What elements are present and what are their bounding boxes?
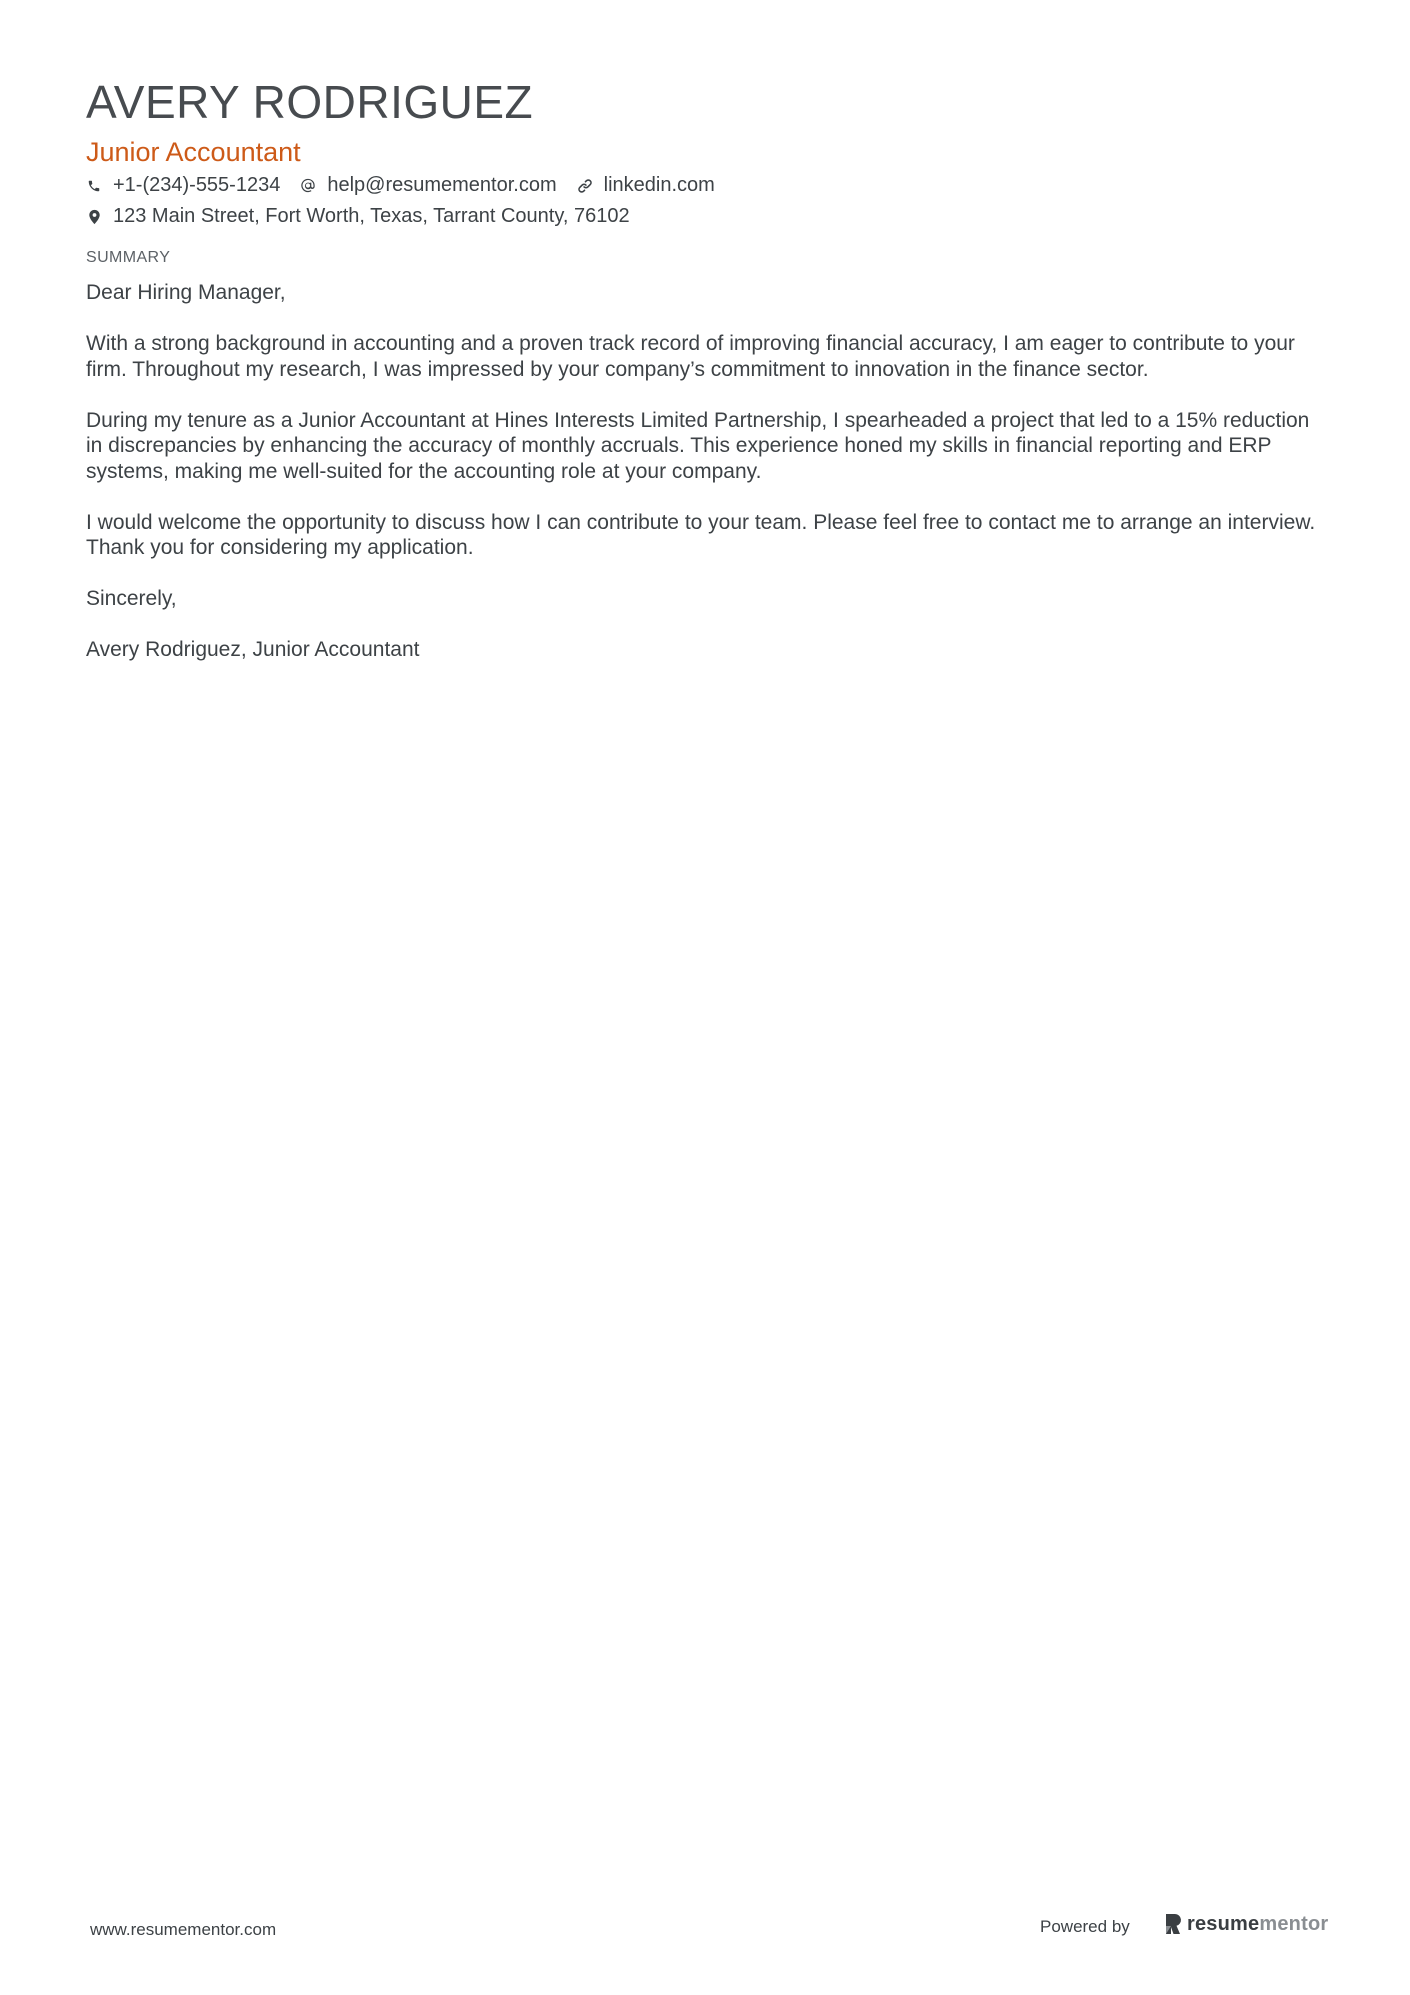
contact-row-address — [86, 203, 1326, 230]
brand-logo[interactable] — [1164, 1911, 1328, 1937]
link-text: linkedin.com — [603, 174, 715, 196]
letter-body — [86, 280, 1326, 688]
brand-text-resume: resume — [1187, 1913, 1260, 1935]
signature: Avery Rodriguez, Junior Accountant — [86, 638, 420, 661]
brand-text-mentor: mentor — [1259, 1913, 1329, 1935]
contact-link[interactable] — [577, 172, 715, 199]
phone-text: +1-(234)-555-1234 — [113, 174, 281, 196]
summary-heading: SUMMARY — [86, 249, 171, 266]
candidate-name: AVERY RODRIGUEZ — [86, 76, 534, 128]
contact-row-primary — [86, 172, 1326, 199]
powered-by-label: Powered by — [1040, 1917, 1130, 1936]
contact-email[interactable] — [300, 172, 556, 199]
letter-paragraph: During my tenure as a Junior Accountant at Hines Interests Limited Partnership, I spearheaded a project that led to a 15% reduction in discrepancies by enhancing the accuracy of monthly accruals. This experience honed my skills in financial reporting and ERP systems, making me well-suited for the accounting role at your company. — [86, 408, 1310, 483]
map-pin-icon — [86, 209, 102, 225]
contact-address — [86, 203, 630, 230]
email-text: help@resumementor.com — [327, 174, 557, 196]
phone-icon — [86, 178, 102, 194]
closing: Sincerely, — [86, 587, 177, 610]
header — [86, 74, 1326, 230]
link-icon — [577, 178, 593, 194]
at-icon — [300, 178, 316, 194]
job-title: Junior Accountant — [86, 137, 301, 167]
address-text: 123 Main Street, Fort Worth, Texas, Tarrant County, 76102 — [113, 205, 630, 227]
letter-paragraph: With a strong background in accounting and a proven track record of improving financial accuracy, I am eager to contribute to your firm. Throughout my research, I was impressed by your company’s commitment to innovation in the finance sector. — [86, 332, 1295, 381]
greeting: Dear Hiring Manager, — [86, 281, 286, 304]
letter-paragraph: I would welcome the opportunity to discuss how I can contribute to your team. Please feel free to contact me to arrange an interview. Thank you for considering my application. — [86, 510, 1316, 559]
brand-mark-icon — [1164, 1913, 1182, 1935]
footer-website[interactable]: www.resumementor.com — [90, 1920, 277, 1939]
contact-phone[interactable] — [86, 172, 280, 199]
